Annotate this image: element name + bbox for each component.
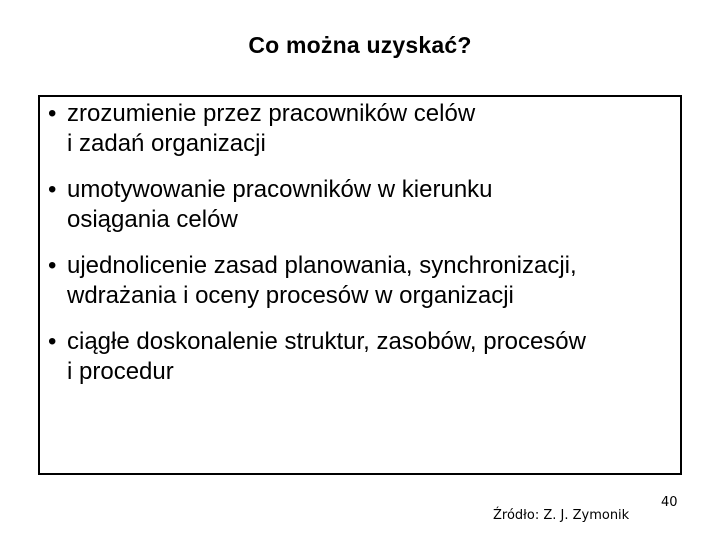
bullet-dot-icon: • [48, 328, 57, 355]
page-number: 40 [661, 495, 678, 510]
bullet-text: umotywowanie pracowników w kierunku osiągania celów [67, 176, 493, 233]
bullet-dot-icon: • [48, 252, 57, 279]
bullet-dot-icon: • [48, 100, 57, 127]
content-box [38, 95, 682, 475]
bullet-item [48, 175, 676, 235]
source-citation: Źródło: Z. J. Zymonik [493, 508, 630, 523]
bullet-text: ciągłe doskonalenie struktur, zasobów, procesów i procedur [67, 328, 586, 385]
slide-title: Co można uzyskać? [248, 32, 472, 58]
bullet-text: ujednolicenie zasad planowania, synchronizacji, wdrażania i oceny procesów w organizacji [67, 252, 577, 309]
bullet-dot-icon: • [48, 176, 57, 203]
bullet-item [48, 327, 676, 387]
bullet-item [48, 251, 676, 311]
bullet-item [48, 99, 676, 159]
bullet-text: zrozumienie przez pracowników celów i zadań organizacji [67, 100, 476, 157]
